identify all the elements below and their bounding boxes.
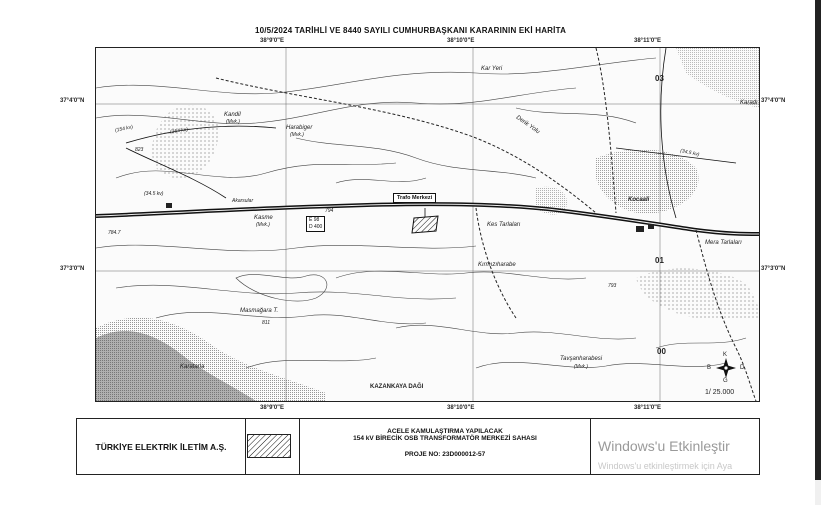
compass-n: K xyxy=(723,352,728,358)
label-kirmizi: Kırmızıharabe xyxy=(478,262,516,268)
window-edge xyxy=(815,0,821,480)
hatch-swatch-graphic xyxy=(248,435,290,457)
coord-top-2: 38°10'0"E xyxy=(447,38,475,44)
coord-right-2: 37°3'0"N xyxy=(761,266,786,272)
grid-number-00: 00 xyxy=(657,347,666,356)
label-kazankaya: KAZANKAYA DAĞI xyxy=(370,384,424,390)
label-harabiger: Harabiger xyxy=(286,125,313,131)
elevation-784: 784.7 xyxy=(108,230,121,236)
elevation-793: 793 xyxy=(608,283,617,289)
scrollbar[interactable] xyxy=(815,480,821,505)
label-kasme-mvk: (Mvk.) xyxy=(256,222,270,228)
coord-left-1: 37°4'0"N xyxy=(60,98,85,104)
power-line-label-3: (154 kv) xyxy=(169,126,189,136)
label-karatarla: Karatarla xyxy=(180,364,205,370)
label-kasme: Kasme xyxy=(254,215,273,221)
map-scale: 1/ 25.000 xyxy=(705,389,735,396)
legend-hatch-swatch xyxy=(247,434,291,458)
legend-line-1: ACELE KAMULAŞTIRMA YAPILACAK xyxy=(387,428,503,435)
map-title: 10/5/2024 TARİHLİ VE 8440 SAYILI CUMHURBAŞKANI KARARININ EKİ HARİTA xyxy=(254,26,567,35)
road-shield xyxy=(306,216,325,232)
elevation-794: 794 xyxy=(325,208,334,214)
label-kes-tarlalari: Kes Tarlaları xyxy=(487,222,521,228)
compass-e: D xyxy=(740,365,745,371)
label-akarsular: Akarsular xyxy=(232,198,254,204)
label-derik-yolu: Derik Yolu xyxy=(514,114,541,136)
elevation-823: 823 xyxy=(135,147,144,153)
label-tavsan: Tavşanharabesi xyxy=(560,356,603,362)
coord-top-3: 38°11'0"E xyxy=(634,38,662,44)
label-kocaali: Kocaali xyxy=(628,197,650,203)
label-kandil: Kandil xyxy=(224,112,241,118)
power-line-label-1: (154 kv) xyxy=(114,124,134,134)
coord-top-1: 38°9'0"E xyxy=(260,38,285,44)
elevation-811: 811 xyxy=(262,320,270,326)
label-tavsan-mvk: (Mvk.) xyxy=(574,364,588,370)
coord-left-2: 37°3'0"N xyxy=(60,266,85,272)
label-kandil-mvk: (Mvk.) xyxy=(226,119,240,125)
power-line-label-4: (34.5 kv) xyxy=(679,148,700,158)
compass-w: B xyxy=(707,365,712,371)
trafo-label-box: Trafo Merkezi xyxy=(393,193,436,203)
activation-watermark-title: Windows'u Etkinleştir xyxy=(598,438,730,454)
grid-number-01: 01 xyxy=(655,256,664,265)
legend-line-2: 154 kV BİRECİK OSB TRANSFORMATÖR MERKEZİ SAHASI xyxy=(353,435,537,442)
label-karadere: Karadı xyxy=(740,100,758,106)
road-e98: E 98 xyxy=(309,217,320,223)
grid-number-03: 03 xyxy=(655,74,664,83)
activation-watermark-text: Windows'u etkinleştirmek için Aya xyxy=(598,461,733,471)
legend-company: TÜRKİYE ELEKTRİK İLETİM A.Ş. xyxy=(77,419,246,474)
power-line-label-2: (34.5 kv) xyxy=(144,191,164,197)
label-masmaaara: Masmağara T. xyxy=(240,308,279,314)
coord-bottom-1: 38°9'0"E xyxy=(260,405,285,411)
legend-project: PROJE NO: 23D000012-57 xyxy=(404,451,486,458)
road-d400: D 400 xyxy=(309,224,323,230)
label-mera: Mera Tarlaları xyxy=(705,240,742,246)
coord-right-1: 37°4'0"N xyxy=(761,98,786,104)
compass-s: G xyxy=(723,378,728,384)
coord-bottom-2: 38°10'0"E xyxy=(447,405,475,411)
coord-bottom-3: 38°11'0"E xyxy=(634,405,662,411)
legend-description xyxy=(299,419,591,474)
label-kar-yeri: Kar Yeri xyxy=(481,66,503,72)
label-harabiger-mvk: (Mvk.) xyxy=(290,132,304,138)
